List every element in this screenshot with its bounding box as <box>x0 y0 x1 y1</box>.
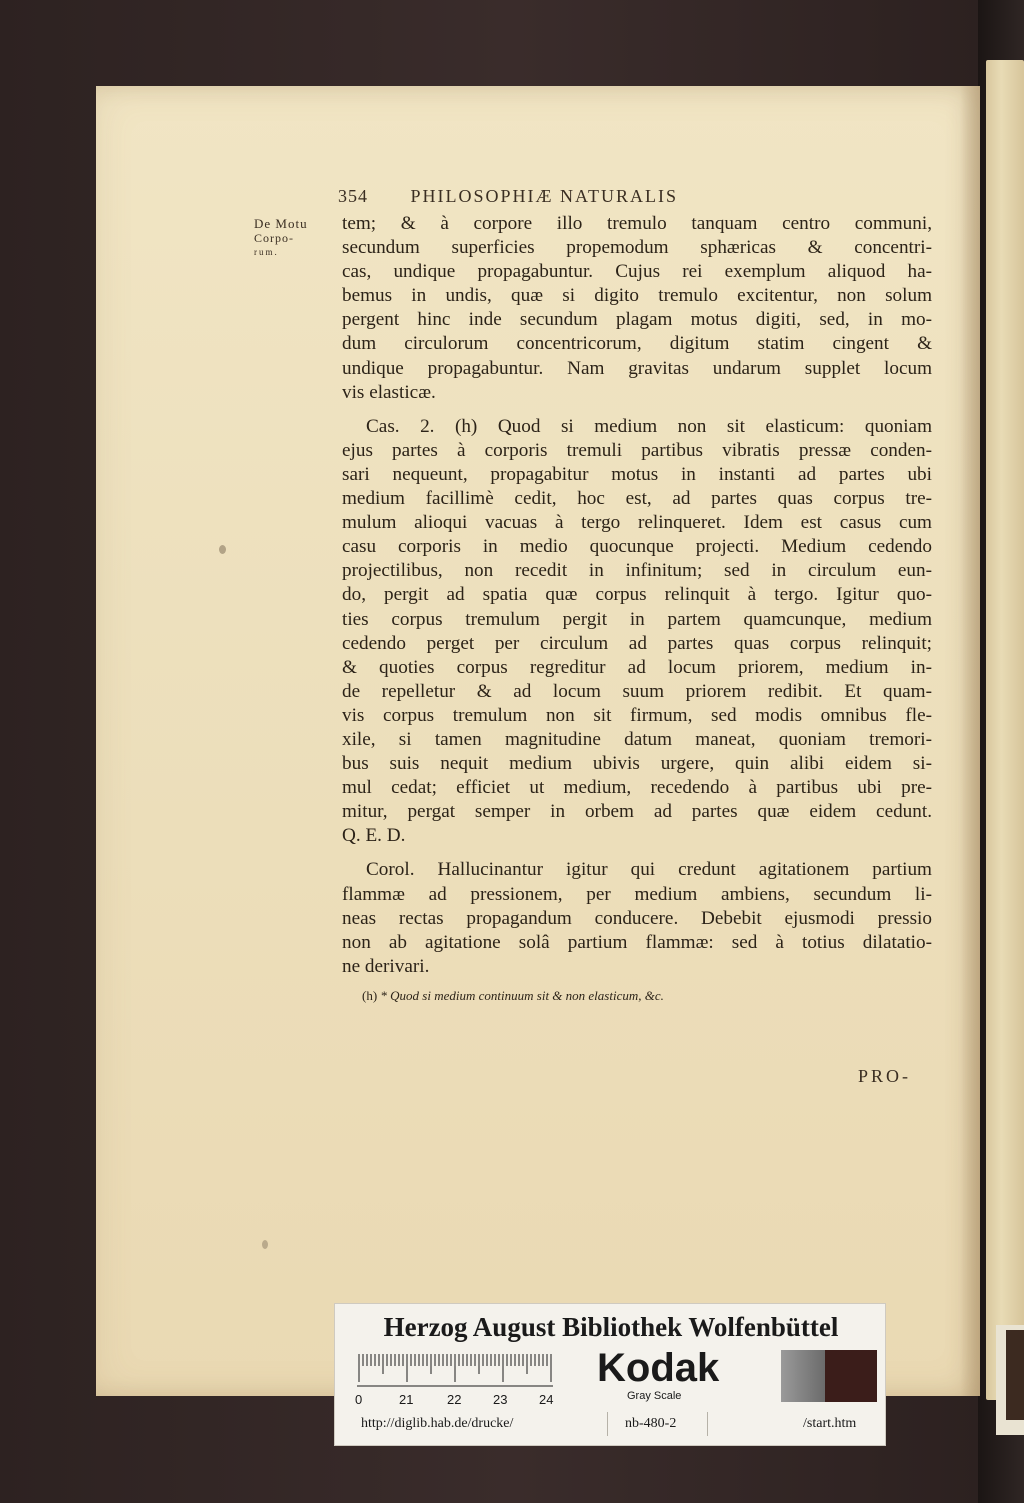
paragraph-gap <box>342 405 932 415</box>
text-line: dum circulorum concentricorum, digitum statim cingent & <box>342 333 932 355</box>
text-line: mitur, pergat semper in orbem ad partes quæ eidem cedunt. <box>342 801 932 823</box>
gray-scale-caption: Gray Scale <box>627 1390 682 1402</box>
ruler-number: 21 <box>399 1392 414 1407</box>
footnote-marker: (h) <box>362 988 378 1003</box>
text-line: flammæ ad pressionem, per medium ambiens, secundum li- <box>342 883 932 905</box>
page-number: 354 <box>338 186 368 206</box>
text-line: Corol. Hallucinantur igitur qui credunt agitationem partium <box>366 859 932 881</box>
ruler-number: 0 <box>355 1392 363 1407</box>
text-line: non ab agitatione solâ partium flammæ: sed à totius dilatatio- <box>342 931 932 953</box>
text-line: sari nequeunt, propagabitur motus in instanti ad partes ubi <box>342 463 932 485</box>
text-line: neas rectas propagandum conducere. Debebit ejusmodi pressio <box>342 907 932 929</box>
footnote <box>362 988 922 1004</box>
body-text <box>342 212 932 979</box>
ruler-number: 22 <box>447 1392 462 1407</box>
text-line: vis elasticæ. <box>342 381 436 403</box>
ruler-number: 23 <box>493 1392 508 1407</box>
text-line: ejus partes à corporis tremuli partibus vibratis pressæ conden- <box>342 439 932 461</box>
text-line: do, pergit ad spatia quæ corpus relinquit à tergo. Igitur quo- <box>342 584 932 606</box>
running-head <box>338 186 838 207</box>
text-line: mul cedat; efficiet ut medium, recedendo à partibus ubi pre- <box>342 777 932 799</box>
url-left: http://diglib.hab.de/drucke/ <box>361 1416 514 1431</box>
margin-note-line: Corpo- <box>254 231 294 245</box>
text-line: projectilibus, non recedit in infinitum; sed in circulum eun- <box>342 560 932 582</box>
page-gutter <box>960 86 980 1396</box>
text-line: vis corpus tremulum non sit firmum, sed modis omnibus fle- <box>342 704 932 726</box>
kodak-logo: Kodak <box>597 1346 720 1390</box>
running-title: PHILOSOPHIÆ NATURALIS <box>410 186 679 206</box>
label-footer <box>335 1416 887 1438</box>
footnote-text: * Quod si medium continuum sit & non elasticum, &c. <box>380 988 664 1003</box>
text-line: de repelletur & ad locum suum priorem redibit. Et quam- <box>342 680 932 702</box>
text-line: cas, undique propagabuntur. Cujus rei exemplum aliquod ha- <box>342 261 932 283</box>
paper-speck <box>262 1240 268 1249</box>
dark-swatch <box>825 1350 877 1402</box>
text-line: secundum superficies propemodum sphæricas & concentri- <box>342 237 932 259</box>
text-line: ne derivari. <box>342 955 430 977</box>
next-page-edge <box>986 60 1024 1400</box>
next-label-swatch <box>1006 1330 1024 1420</box>
library-name: Herzog August Bibliothek Wolfenbüttel <box>383 1312 839 1342</box>
text-line: Cas. 2. (h) Quod si medium non sit elasticum: quoniam <box>366 415 932 437</box>
text-line: & quoties corpus regreditur ad locum priorem, medium in- <box>342 656 932 678</box>
margin-note-line: De Motu <box>254 216 308 231</box>
text-line: medium facillimè cedit, hoc est, ad partes quas corpus tre- <box>342 488 932 510</box>
gray-swatch <box>781 1350 825 1402</box>
text-line: bemus in undis, quæ si digito tremulo excitentur, non solum <box>342 285 932 307</box>
text-line: Q. E. D. <box>342 825 406 847</box>
text-line: mulum alioqui vacuas à tergo relinqueret. Idem est casus cum <box>342 512 932 534</box>
paragraph-gap <box>342 848 932 858</box>
url-right: /start.htm <box>803 1416 857 1431</box>
text-line: xile, si tamen magnitudine datum maneat, quoniam tremori- <box>342 728 932 750</box>
ruler-numbers <box>353 1392 583 1408</box>
text-line: bus suis nequit medium ubivis urgere, quin alibi eidem si- <box>342 753 932 775</box>
text-line: cedendo perget per circulum ad partes quas corpus relinquit; <box>342 632 932 654</box>
margin-note-line: rum. <box>254 247 279 257</box>
ruler-number: 24 <box>539 1392 554 1407</box>
text-line: pergent hinc inde secundum plagam motus digiti, sed, in mo- <box>342 309 932 331</box>
text-line: undique propagabuntur. Nam gravitas undarum supplet locum <box>342 357 932 379</box>
text-line: tem; & à corpore illo tremulo tanquam centro communi, <box>342 213 932 234</box>
library-label <box>334 1303 886 1446</box>
text-line: ties corpus tremulum pergit in partem quamcunque, medium <box>342 608 932 630</box>
catchword: PRO- <box>858 1066 912 1086</box>
text-line: casu corporis in medio quocunque projecti. Medium cedendo <box>342 536 932 558</box>
margin-note <box>254 217 338 259</box>
shelfmark: nb-480-2 <box>625 1416 677 1431</box>
ruler-scale <box>353 1350 553 1390</box>
paper-speck <box>219 545 226 554</box>
